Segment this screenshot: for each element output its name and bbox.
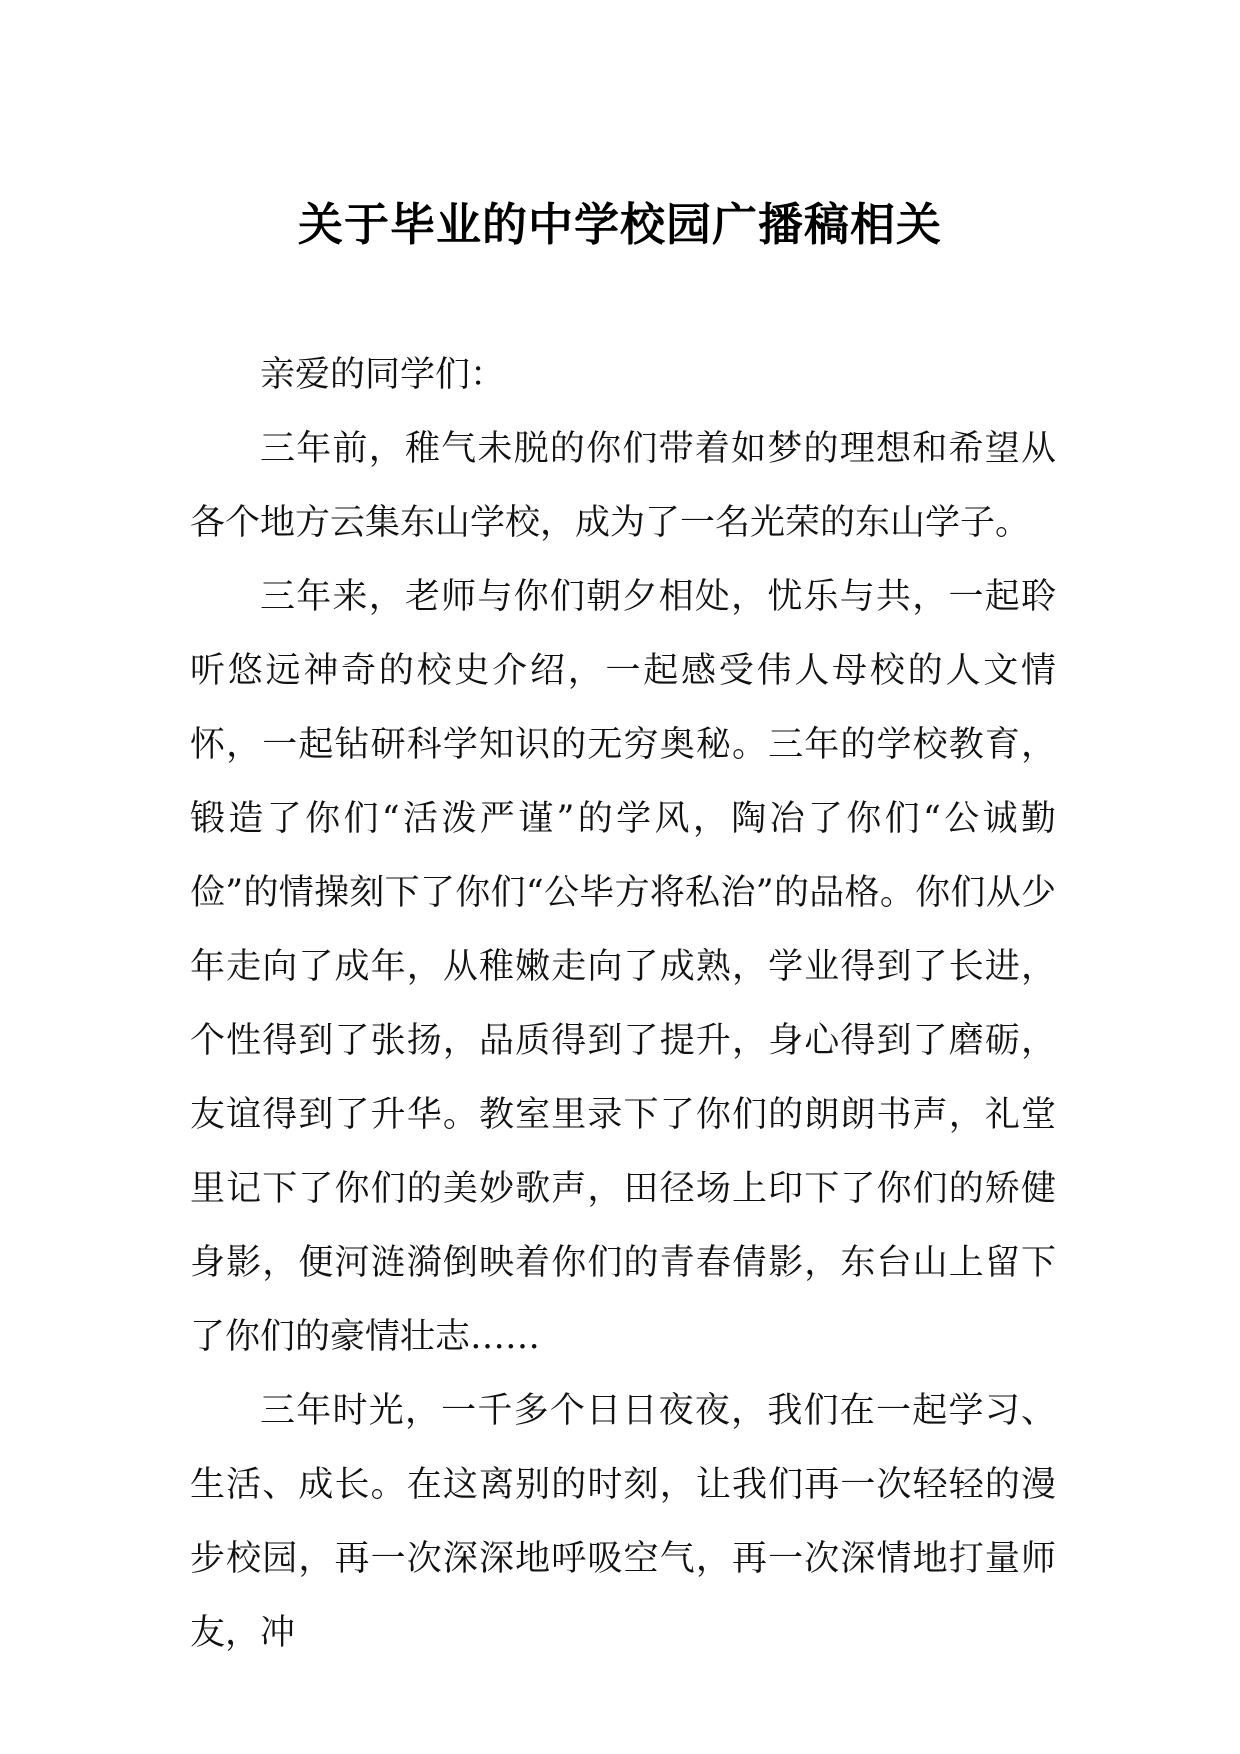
greeting-paragraph: 亲爱的同学们：	[260, 355, 506, 395]
paragraph-3: 三年时光，一千多个日日夜夜，我们在一起学习、生活、成长。在这离别的时刻，让我们再一次轻轻的漫步校园，再一次深深地呼吸空气，再一次深情地打量师友，冲	[190, 1391, 1056, 1653]
document-body	[190, 338, 1056, 1670]
document-title: 关于毕业的中学校园广播稿相关	[297, 198, 942, 252]
paragraph-1: 三年前，稚气未脱的你们带着如梦的理想和希望从各个地方云集东山学校，成为了一名光荣的东山学子。	[190, 429, 1056, 543]
paragraph-2: 三年来，老师与你们朝夕相处，忧乐与共，一起聆听悠远神奇的校史介绍，一起感受伟人母校的人文情怀，一起钻研科学知识的无穷奥秘。三年的学校教育，锻造了你们“活泼严谨”的学风，陶冶了你们“公诚勤俭”的情操刻下了你们“公毕方将私治”的品格。你们从少年走向了成年，从稚嫩走向了成熟，学业得到了长进，个性得到了张扬，品质得到了提升，身心得到了磨砺，友谊得到了升华。教室里录下了你们的朗朗书声，礼堂里记下了你们的美妙歌声，田径场上印下了你们的矫健身影，便河涟漪倒映着你们的青春倩影，东台山上留下了你们的豪情壮志……	[190, 577, 1056, 1357]
